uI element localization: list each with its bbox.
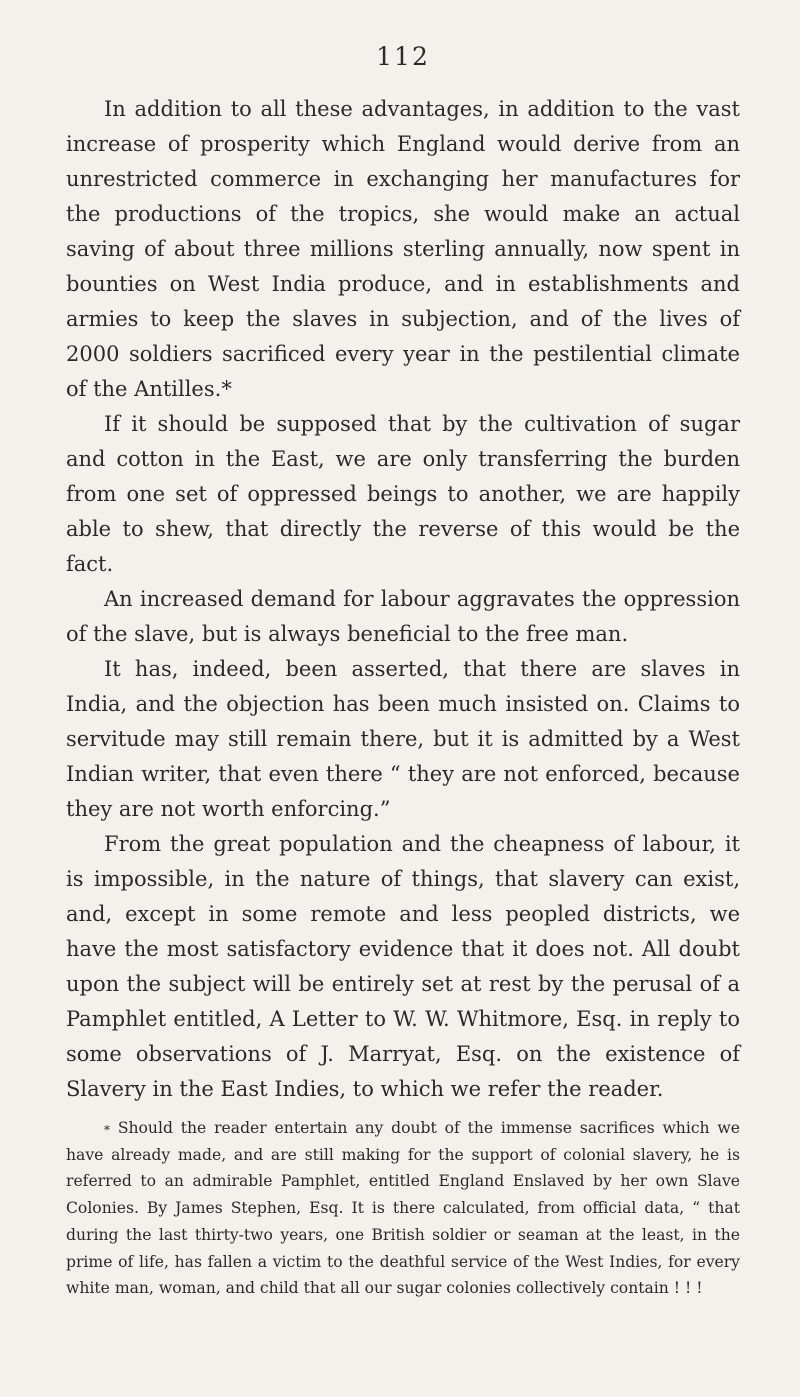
page-number: 112 — [376, 42, 430, 71]
footnote — [66, 1115, 740, 1302]
paragraph-2: If it should be supposed that by the cultivation of sugar and cotton in the East, we are only transferring the burden from one set of oppressed beings to another, we are happily able to shew, that directly the reverse of this would be the fact. — [66, 412, 740, 576]
paragraph-5: From the great population and the cheapness of labour, it is impossible, in the nature of things, that slavery can exist, and, except in some remote and less peopled districts, we have the most satisfactory evidence that it does not. All doubt upon the subject will be entirely set at rest by the perusal of a Pamphlet entitled, A Letter to W. W. Whitmore, Esq. in reply to some observations of J. Marryat, Esq. on the existence of Slavery in the East Indies, to which we refer the reader. — [66, 832, 740, 1101]
footnote-text: Should the reader entertain any doubt of the immense sacrifices which we have already made, and are still making for the support of colonial slavery, he is referred to an admirable Pamphlet, entitled England Enslaved by her own Slave Colonies. By James Stephen, Esq. It is there calculated, from official data, “ that during the last thirty-two years, one British soldier or seaman at the least, in the prime of life, has fallen a victim to the deathful service of the West Indies, for every white man, woman, and child that all our sugar colonies collectively contain ! ! ! — [66, 1119, 740, 1298]
footnote-marker: * — [104, 1123, 110, 1137]
paragraph-4: It has, indeed, been asserted, that there are slaves in India, and the objection has been much insisted on. Claims to servitude may still remain there, but it is admitted by a West Indian writer, that even there “ they are not enforced, because they are not worth enforcing.” — [66, 657, 740, 821]
paragraph-1: In addition to all these advantages, in addition to the vast increase of prosperity which England would derive from an unrestricted commerce in exchanging her manufactures for the productions of the tropics, she would make an actual saving of about three millions sterling annually, now spent in bounties on West India produce, and in establishments and armies to keep the slaves in subjection, and of the lives of 2000 soldiers sacrificed every year in the pestilential climate of the Antilles.* — [66, 97, 740, 401]
paragraph-3: An increased demand for labour aggravates the oppression of the slave, but is always beneficial to the free man. — [66, 587, 740, 646]
main-text — [66, 92, 740, 1107]
